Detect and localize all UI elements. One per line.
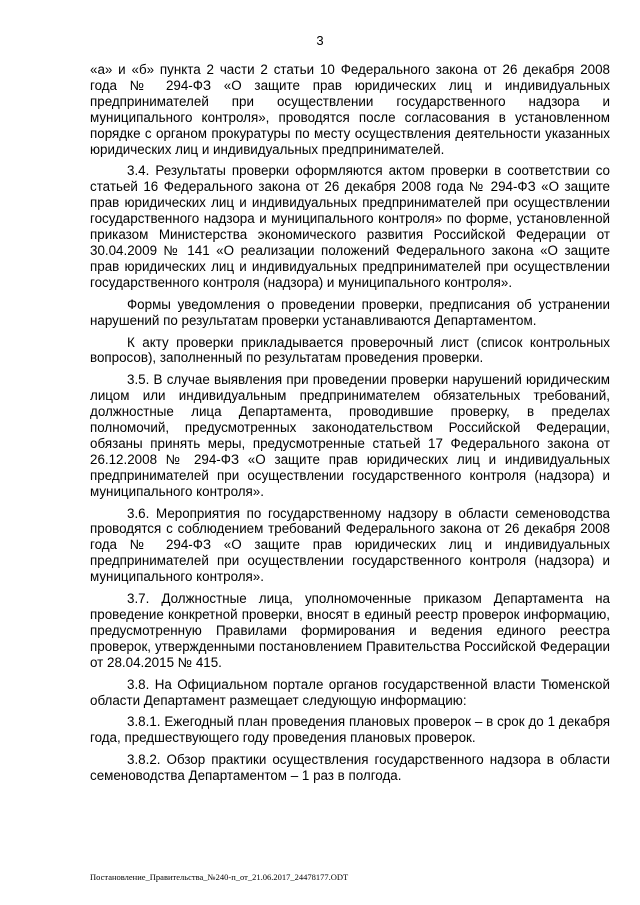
paragraph-3-6: 3.6. Мероприятия по государственному надзору в области семеноводства проводятся с соблюдением требований Федерального закона от 26 декабря 2008 года № 294-ФЗ «О защите прав юридических лиц и индивидуальных предпринимателей при осуществлении государственного контроля (надзора) и муниципального контроля». <box>90 505 610 585</box>
paragraph-3-8-2: 3.8.2. Обзор практики осуществления государственного надзора в области семеноводства Департаментом – 1 раз в полгода. <box>90 752 610 784</box>
paragraph-continuation: «а» и «б» пункта 2 части 2 статьи 10 Федерального закона от 26 декабря 2008 года № 294-ФЗ «О защите прав юридических лиц и индивидуальных предпринимателей при осуществлении государственного надзора и муниципального контроля», проводятся после согласования в установленном порядке с органом прокуратуры по месту осуществления деятельности указанных юридических лиц и индивидуальных предпринимателей. <box>90 62 610 157</box>
paragraph-checklist: К акту проверки прикладывается проверочный лист (список контрольных вопросов), заполненный по результатам проведения проверки. <box>90 334 610 366</box>
document-body <box>90 62 610 790</box>
paragraph-3-8-1: 3.8.1. Ежегодный план проведения плановых проверок – в срок до 1 декабря года, предшествующего году проведения плановых проверок. <box>90 714 610 746</box>
paragraph-3-7: 3.7. Должностные лица, уполномоченные приказом Департамента на проведение конкретной проверки, вносят в единый реестр проверок информацию, предусмотренную Правилами формирования и ведения единого реестра проверок, утвержденными постановлением Правительства Российской Федерации от 28.04.2015 № 415. <box>90 591 610 670</box>
paragraph-forms: Формы уведомления о проведении проверки, предписания об устранении нарушений по результатам проверки устанавливаются Департаментом. <box>90 296 610 328</box>
page-number: 3 <box>316 33 324 48</box>
footer-filename: Постановление_Правительства_№240-п_от_21.06.2017_24478177.ODT <box>90 872 349 882</box>
paragraph-3-8: 3.8. На Официальном портале органов государственной власти Тюменской области Департамент размещает следующую информацию: <box>90 676 610 708</box>
paragraph-3-5: 3.5. В случае выявления при проведении проверки нарушений юридическим лицом или индивидуальным предпринимателем обязательных требований, должностные лица Департамента, проводившие проверку, в пределах полномочий, предусмотренных законодательством Российской Федерации, обязаны принять меры, предусмотренные статьей 17 Федерального закона от 26.12.2008 № 294-ФЗ «О защите прав юридических лиц и индивидуальных предпринимателей при осуществлении государственного контроля (надзора) и муниципального контроля». <box>90 372 610 499</box>
paragraph-3-4: 3.4. Результаты проверки оформляются актом проверки в соответствии со статьей 16 Федерального закона от 26 декабря 2008 года № 294-ФЗ «О защите прав юридических лиц и индивидуальных предпринимателей при осуществлении государственного надзора и муниципального контроля» по форме, установленной приказом Министерства экономического развития Российской Федерации от 30.04.2009 № 141 «О реализации положений Федерального закона «О защите прав юридических лиц и индивидуальных предпринимателей при осуществлении государственного контроля (надзора) и муниципального контроля». <box>90 163 610 290</box>
